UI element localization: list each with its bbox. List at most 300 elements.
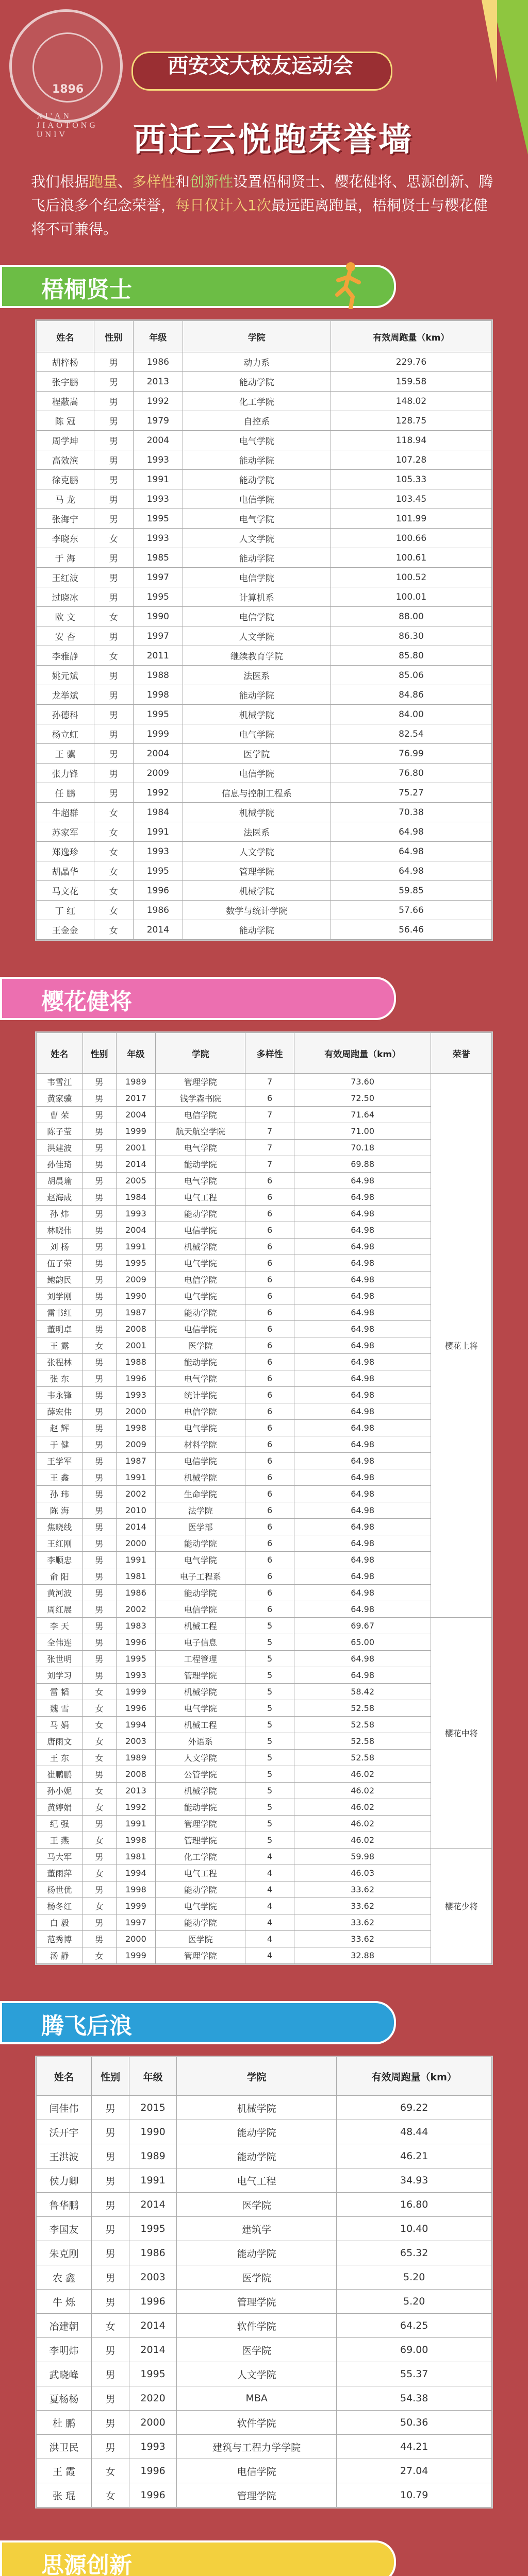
table-cell: 能动学院	[156, 1799, 245, 1816]
table-row	[37, 646, 492, 666]
table-row	[37, 2386, 492, 2411]
table-cell: 6	[245, 1272, 294, 1288]
runner-icon	[330, 260, 366, 309]
column-header: 性别	[82, 1033, 116, 1074]
table-row	[37, 2483, 492, 2507]
table-cell: 男	[94, 372, 133, 392]
table-row	[37, 2338, 492, 2362]
table-cell: 法医系	[183, 666, 331, 685]
table-cell: 杨世优	[37, 1882, 83, 1898]
section-banner-siyuan	[0, 2535, 528, 2576]
table-cell: 化工学院	[183, 392, 331, 411]
table-cell: 70.18	[294, 1140, 431, 1156]
table-cell: 46.02	[294, 1816, 431, 1832]
table-cell: 能动学院	[156, 1156, 245, 1173]
table-cell: 229.76	[331, 352, 491, 372]
table-cell: 6	[245, 1601, 294, 1618]
table-cell: 1998	[116, 1832, 156, 1849]
table-cell: 男	[94, 764, 133, 783]
table-cell: 2000	[129, 2411, 177, 2435]
table-cell: 男	[82, 1140, 116, 1156]
table-cell: 李晓东	[37, 529, 94, 548]
table-cell: 男	[82, 1766, 116, 1783]
table-cell: 5	[245, 1717, 294, 1733]
table-cell: 105.33	[331, 470, 491, 489]
table-cell: 69.88	[294, 1156, 431, 1173]
table-cell: 1986	[134, 901, 183, 920]
table-row	[37, 1651, 492, 1667]
table-cell: 电气学院	[183, 509, 331, 529]
table-cell: 33.62	[294, 1931, 431, 1947]
table-cell: 张力锋	[37, 764, 94, 783]
table-cell: 陈 海	[37, 1502, 83, 1519]
table-cell: 白 毅	[37, 1914, 83, 1931]
table-cell: 朱克刚	[37, 2241, 92, 2265]
table-cell: 过晓冰	[37, 587, 94, 607]
intro-highlight-diversity: 多样性	[132, 173, 176, 190]
table-cell: 范秀博	[37, 1931, 83, 1947]
table-cell: 33.62	[294, 1914, 431, 1931]
table-cell: 6	[245, 1568, 294, 1585]
table-cell: 5	[245, 1750, 294, 1766]
table-cell: 85.80	[331, 646, 491, 666]
table-cell: 杜 鹏	[37, 2411, 92, 2435]
table-row	[37, 724, 492, 744]
table-cell: 1993	[134, 842, 183, 861]
table-row	[37, 470, 492, 489]
table-cell: 64.98	[294, 1272, 431, 1288]
table-cell: 机械学院	[156, 1783, 245, 1799]
table-cell: 胡梓杨	[37, 352, 94, 372]
table-cell: 2015	[129, 2096, 177, 2120]
table-cell: 王洪波	[37, 2144, 92, 2168]
table-cell: 1998	[116, 1420, 156, 1436]
table-cell: 纪 强	[37, 1816, 83, 1832]
table-cell: 2014	[134, 920, 183, 940]
table-cell: 64.98	[294, 1354, 431, 1370]
table-cell: 管理学院	[183, 861, 331, 881]
table-row	[37, 1618, 492, 1634]
table-cell: 男	[92, 2241, 129, 2265]
table-cell: 1994	[116, 1717, 156, 1733]
table-cell: 1990	[134, 607, 183, 626]
table-cell: 1996	[129, 2459, 177, 2483]
column-header: 荣誉	[431, 1033, 492, 1074]
table-cell: 男	[94, 744, 133, 764]
table-row	[37, 2144, 492, 2168]
table-row	[37, 901, 492, 920]
table-cell: 男	[82, 1502, 116, 1519]
table-cell: 6	[245, 1486, 294, 1502]
table-cell: 57.66	[331, 901, 491, 920]
table-cell: 女	[94, 529, 133, 548]
table-cell: 武晓峰	[37, 2362, 92, 2386]
table-cell: 男	[82, 1931, 116, 1947]
table-cell: 林晓伟	[37, 1222, 83, 1239]
table-cell: 1986	[134, 352, 183, 372]
column-header: 性别	[92, 2057, 129, 2096]
table-cell: 医学院	[156, 1337, 245, 1354]
table-cell: 男	[92, 2144, 129, 2168]
table-cell: 能动学院	[183, 920, 331, 940]
table-cell: 韦永锋	[37, 1387, 83, 1403]
table-row	[37, 1700, 492, 1717]
table-cell: 6	[245, 1469, 294, 1486]
table-cell: 69.67	[294, 1618, 431, 1634]
table-cell: 男	[82, 1107, 116, 1123]
table-cell: 1993	[116, 1387, 156, 1403]
table-cell: 男	[82, 1387, 116, 1403]
table-cell: 赵海成	[37, 1189, 83, 1206]
table-cell: 1993	[116, 1667, 156, 1684]
sakura-table	[35, 1031, 493, 1965]
table-cell: 100.52	[331, 568, 491, 587]
table-cell: 4	[245, 1849, 294, 1865]
table-row	[37, 568, 492, 587]
table-cell: 男	[82, 1667, 116, 1684]
table-cell: 能动学院	[183, 470, 331, 489]
table-cell: 冶建朝	[37, 2314, 92, 2338]
table-cell: 男	[94, 626, 133, 646]
table-cell: 64.98	[294, 1206, 431, 1222]
table-cell: 1995	[129, 2217, 177, 2241]
table-cell: 机械学院	[183, 803, 331, 822]
table-cell: 能动学院	[156, 1206, 245, 1222]
table-cell: 2017	[116, 1090, 156, 1107]
table-cell: 1984	[116, 1189, 156, 1206]
table-cell: 丁 红	[37, 901, 94, 920]
tengfei-table	[35, 2056, 493, 2509]
table-cell: 33.62	[294, 1898, 431, 1914]
table-cell: 机械工程	[156, 1717, 245, 1733]
table-cell: 女	[94, 607, 133, 626]
table-cell: 69.00	[337, 2338, 492, 2362]
table-row	[37, 529, 492, 548]
table-cell: 王 燕	[37, 1832, 83, 1849]
table-cell: 管理学院	[156, 1816, 245, 1832]
table-cell: 4	[245, 1882, 294, 1898]
table-cell: 5	[245, 1783, 294, 1799]
table-cell: 71.64	[294, 1107, 431, 1123]
table-cell: 女	[82, 1898, 116, 1914]
table-cell: 2013	[116, 1783, 156, 1799]
table-cell: 1999	[134, 724, 183, 744]
table-cell: 女	[82, 1947, 116, 1964]
column-header: 年级	[129, 2057, 177, 2096]
table-cell: 男	[94, 489, 133, 509]
table-cell: 1991	[116, 1469, 156, 1486]
table-cell: 王 骥	[37, 744, 94, 764]
table-cell: 男	[82, 1552, 116, 1568]
table-cell: 医学院	[176, 2265, 337, 2290]
intro-text: 设置梧桐贤士、樱花健将、思源创新、腾飞后浪多个纪念荣誉，	[31, 173, 493, 214]
table-cell: 52.58	[294, 1700, 431, 1717]
table-cell: 王 鑫	[37, 1469, 83, 1486]
table-cell: 男	[82, 1255, 116, 1272]
table-row	[37, 1717, 492, 1733]
table-cell: 64.98	[294, 1535, 431, 1552]
table-row	[37, 1849, 492, 1865]
table-cell: 机械学院	[156, 1239, 245, 1255]
table-cell: 1996	[116, 1700, 156, 1717]
table-row	[37, 822, 492, 842]
table-cell: 男	[92, 2168, 129, 2193]
table-cell: 杨立虹	[37, 724, 94, 744]
table-cell: 周学坤	[37, 431, 94, 450]
table-cell: 1989	[116, 1074, 156, 1090]
table-cell: 5	[245, 1651, 294, 1667]
table-cell: 能动学院	[156, 1914, 245, 1931]
table-cell: 管理学院	[176, 2290, 337, 2314]
table-row	[37, 1123, 492, 1140]
table-cell: 法医系	[183, 822, 331, 842]
table-cell: 男	[82, 1090, 116, 1107]
table-cell: 6	[245, 1387, 294, 1403]
table-cell: 女	[82, 1717, 116, 1733]
table-cell: 男	[92, 2217, 129, 2241]
table-cell: 电信学院	[156, 1107, 245, 1123]
table-row	[37, 2168, 492, 2193]
table-cell: 管理学院	[156, 1074, 245, 1090]
table-cell: 生命学院	[156, 1486, 245, 1502]
table-cell: 1988	[116, 1354, 156, 1370]
table-cell: 2014	[116, 1156, 156, 1173]
table-cell: 1995	[134, 705, 183, 724]
table-cell: 6	[245, 1189, 294, 1206]
table-cell: 任 鹏	[37, 783, 94, 803]
table-cell: 100.66	[331, 529, 491, 548]
table-cell: 女	[94, 803, 133, 822]
table-row	[37, 1667, 492, 1684]
table-cell: 工程管理	[156, 1651, 245, 1667]
table-cell: 1990	[116, 1288, 156, 1304]
table-cell: 1987	[116, 1453, 156, 1469]
table-cell: 1995	[134, 587, 183, 607]
table-cell: 女	[94, 920, 133, 940]
table-cell: 1990	[129, 2120, 177, 2144]
table-cell: 6	[245, 1255, 294, 1272]
table-cell: 程蔽嵩	[37, 392, 94, 411]
table-cell: 1997	[134, 626, 183, 646]
table-cell: 电信学院	[183, 764, 331, 783]
table-row	[37, 2265, 492, 2290]
table-cell: 5	[245, 1634, 294, 1651]
table-row	[37, 1519, 492, 1535]
table-cell: 7	[245, 1107, 294, 1123]
table-cell: 男	[92, 2096, 129, 2120]
table-cell: 自控系	[183, 411, 331, 431]
table-cell: 男	[82, 1403, 116, 1420]
table-row	[37, 685, 492, 705]
table-cell: 2001	[116, 1337, 156, 1354]
table-cell: 6	[245, 1321, 294, 1337]
table-cell: 男	[82, 1304, 116, 1321]
table-cell: 男	[82, 1206, 116, 1222]
table-cell: 84.86	[331, 685, 491, 705]
table-cell: 1996	[134, 881, 183, 901]
table-cell: 男	[82, 1882, 116, 1898]
table-cell: 5.20	[337, 2290, 492, 2314]
table-cell: 马 龙	[37, 489, 94, 509]
table-cell: 电信学院	[183, 489, 331, 509]
table-cell: 5	[245, 1816, 294, 1832]
table-cell: 电信学院	[156, 1272, 245, 1288]
table-row	[37, 1074, 492, 1090]
table-cell: 女	[82, 1684, 116, 1700]
table-row	[37, 1816, 492, 1832]
table-cell: 5	[245, 1799, 294, 1816]
table-cell: 人文学院	[156, 1750, 245, 1766]
table-cell: 84.00	[331, 705, 491, 724]
table-row	[37, 1288, 492, 1304]
table-cell: 电信学院	[156, 1222, 245, 1239]
table-cell: 焦晓线	[37, 1519, 83, 1535]
table-cell: 女	[92, 2459, 129, 2483]
table-cell: 张海宁	[37, 509, 94, 529]
table-cell: 建筑学	[176, 2217, 337, 2241]
intro-text: 我们根据	[31, 173, 89, 190]
table-row	[37, 1535, 492, 1552]
table-row	[37, 1750, 492, 1766]
table-cell: 机械工程	[156, 1618, 245, 1634]
table-cell: 李顺忠	[37, 1552, 83, 1568]
table-cell: 6	[245, 1239, 294, 1255]
table-row	[37, 1403, 492, 1420]
table-cell: 男	[82, 1222, 116, 1239]
table-cell: 男	[82, 1123, 116, 1140]
table-cell: 2010	[116, 1502, 156, 1519]
table-cell: 电气学院	[156, 1898, 245, 1914]
table-cell: 44.21	[337, 2435, 492, 2459]
table-cell: 外语系	[156, 1733, 245, 1750]
table-cell: 男	[94, 352, 133, 372]
table-cell: 男	[82, 1535, 116, 1552]
table-cell: 1994	[116, 1865, 156, 1882]
table-cell: 82.54	[331, 724, 491, 744]
table-cell: 男	[94, 431, 133, 450]
table-cell: 64.98	[331, 842, 491, 861]
table-cell: 1997	[116, 1914, 156, 1931]
table-cell: 2001	[116, 1140, 156, 1156]
table-cell: 农 鑫	[37, 2265, 92, 2290]
table-cell: 动力系	[183, 352, 331, 372]
table-cell: 2014	[129, 2193, 177, 2217]
table-cell: 1986	[129, 2241, 177, 2265]
table-cell: 2009	[116, 1272, 156, 1288]
table-cell: 男	[94, 587, 133, 607]
table-cell: 男	[92, 2362, 129, 2386]
column-header: 学院	[176, 2057, 337, 2096]
table-row	[37, 587, 492, 607]
table-cell: 男	[82, 1816, 116, 1832]
column-header: 年级	[134, 321, 183, 352]
table-cell: 能动学院	[183, 450, 331, 470]
table-row	[37, 1337, 492, 1354]
table-cell: 70.38	[331, 803, 491, 822]
table-cell: 能动学院	[176, 2144, 337, 2168]
table-cell: 男	[94, 509, 133, 529]
table-cell: 于 海	[37, 548, 94, 568]
table-cell: 6	[245, 1370, 294, 1387]
table-row	[37, 1387, 492, 1403]
table-cell: 1999	[116, 1123, 156, 1140]
table-cell: 能动学院	[183, 548, 331, 568]
table-cell: 女	[82, 1733, 116, 1750]
table-cell: 64.98	[294, 1568, 431, 1585]
table-cell: 女	[82, 1700, 116, 1717]
table-cell: 女	[82, 1865, 116, 1882]
table-cell: 杨冬红	[37, 1898, 83, 1914]
table-cell: 苏家军	[37, 822, 94, 842]
table-cell: 1983	[116, 1618, 156, 1634]
table-cell: 64.98	[294, 1337, 431, 1354]
table-cell: 50.36	[337, 2411, 492, 2435]
table-cell: 2008	[116, 1321, 156, 1337]
table-cell: 64.98	[294, 1552, 431, 1568]
table-cell: 7	[245, 1123, 294, 1140]
table-cell: 计算机系	[183, 587, 331, 607]
table-cell: 董明卓	[37, 1321, 83, 1337]
table-cell: 张程林	[37, 1354, 83, 1370]
table-row	[37, 1107, 492, 1123]
table-cell: 沃开宇	[37, 2120, 92, 2144]
table-row	[37, 2096, 492, 2120]
column-header: 多样性	[245, 1033, 294, 1074]
table-row	[37, 783, 492, 803]
table-cell: 女	[82, 1799, 116, 1816]
table-cell: 72.50	[294, 1090, 431, 1107]
table-cell: 孙 玮	[37, 1486, 83, 1502]
table-cell: 女	[92, 2314, 129, 2338]
table-cell: 电气学院	[156, 1140, 245, 1156]
table-row	[37, 861, 492, 881]
table-row	[37, 489, 492, 509]
table-cell: 软件学院	[176, 2411, 337, 2435]
table-cell: 2005	[116, 1173, 156, 1189]
university-logo	[9, 9, 123, 139]
intro-text: 和	[175, 173, 190, 190]
table-row	[37, 1436, 492, 1453]
table-cell: 女	[82, 1750, 116, 1766]
table-cell: 陈 冠	[37, 411, 94, 431]
table-cell: 男	[82, 1189, 116, 1206]
table-cell: 黄家骥	[37, 1090, 83, 1107]
table-cell: 电气工程	[176, 2168, 337, 2193]
table-cell: 女	[94, 861, 133, 881]
intro-highlight-innovation: 创新性	[190, 173, 234, 190]
table-cell: 48.44	[337, 2120, 492, 2144]
table-cell: 2009	[134, 764, 183, 783]
table-row	[37, 2314, 492, 2338]
table-row	[37, 1766, 492, 1783]
intro-text: 最远距离跑量，梧桐贤士与樱花健将不可兼得。	[31, 197, 488, 238]
table-cell: 64.98	[294, 1667, 431, 1684]
table-cell: 鲍韵民	[37, 1272, 83, 1288]
table-cell: 薛宏伟	[37, 1403, 83, 1420]
table-cell: 64.98	[294, 1519, 431, 1535]
table-row	[37, 1832, 492, 1849]
table-cell: 男	[94, 568, 133, 587]
table-cell: 1993	[134, 489, 183, 509]
page-title: 西迁云悦跑荣誉墙	[133, 121, 414, 159]
table-cell: 6	[245, 1436, 294, 1453]
table-cell: 1997	[134, 568, 183, 587]
table-row	[37, 509, 492, 529]
table-row	[37, 1799, 492, 1816]
table-row	[37, 2120, 492, 2144]
table-row	[37, 2459, 492, 2483]
table-cell: 1993	[134, 529, 183, 548]
